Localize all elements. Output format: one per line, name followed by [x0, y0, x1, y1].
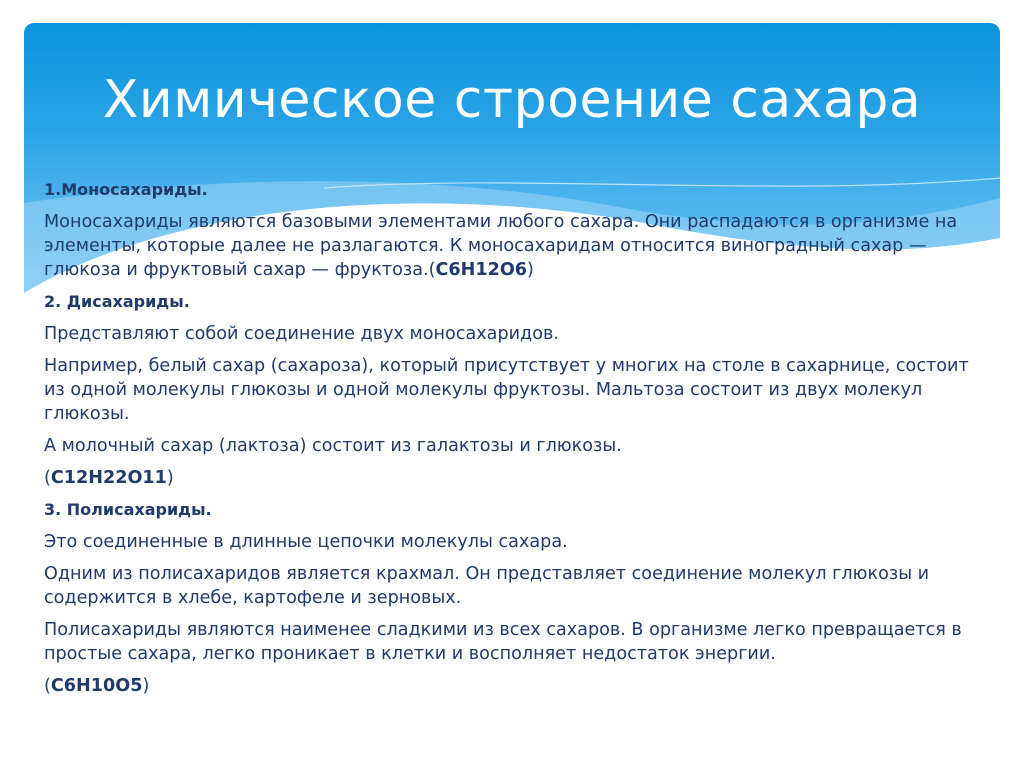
- section-heading-disaccharides: 2. Дисахариды.: [44, 292, 190, 311]
- formula-line-polysaccharides: [44, 674, 984, 698]
- paren-close: ): [142, 676, 150, 696]
- formula-sucrose: C12H22O11: [50, 468, 167, 488]
- slide-title: Химическое строение сахара: [102, 70, 922, 130]
- paragraph-di-3: А молочный сахар (лактоза) состоит из галактозы и глюкозы.: [44, 436, 622, 456]
- paragraph-poly-1: Это соединенные в длинные цепочки молекулы сахара.: [44, 532, 568, 552]
- formula-glucose: C6H12O6: [435, 260, 528, 280]
- paren-close: ): [527, 260, 534, 280]
- section-heading-polysaccharides: 3. Полисахариды.: [44, 500, 212, 519]
- paren-open: (: [44, 676, 51, 696]
- paren-open: (: [44, 468, 51, 488]
- paragraph-monosaccharides: [44, 210, 984, 282]
- section-heading-monosaccharides: 1.Моносахариды.: [44, 180, 208, 199]
- paragraph-di-2: Например, белый сахар (сахароза), который присутствует у многих на столе в сахарнице, состоит из одной молекулы глюкозы и одной молекулы фруктозы. Мальтоза состоит из двух молекул глюкозы.: [44, 356, 969, 424]
- paragraph-poly-2: Одним из полисахаридов является крахмал. Он представляет соединение молекул глюкозы и содержится в хлебе, картофеле и зерновых.: [44, 564, 930, 608]
- formula-starch: C6H10O5: [50, 676, 143, 696]
- slide-content: [44, 178, 984, 706]
- paragraph-poly-3: Полисахариды являются наименее сладкими из всех сахаров. В организме легко превращается в простые сахара, легко проникает в клетки и восполняет недостаток энергии.: [44, 620, 962, 664]
- formula-line-disaccharides: [44, 466, 984, 490]
- paren-close: ): [166, 468, 174, 488]
- paragraph-di-1: Представляют собой соединение двух моносахаридов.: [44, 324, 559, 344]
- mono-text: Моносахариды являются базовыми элементами любого сахара. Они распадаются в организме на элементы, которые далее не разлагаются. К моносахаридам относится виноградный сахар — глюкоза и фруктовый сахар — фруктоза.(: [44, 212, 958, 280]
